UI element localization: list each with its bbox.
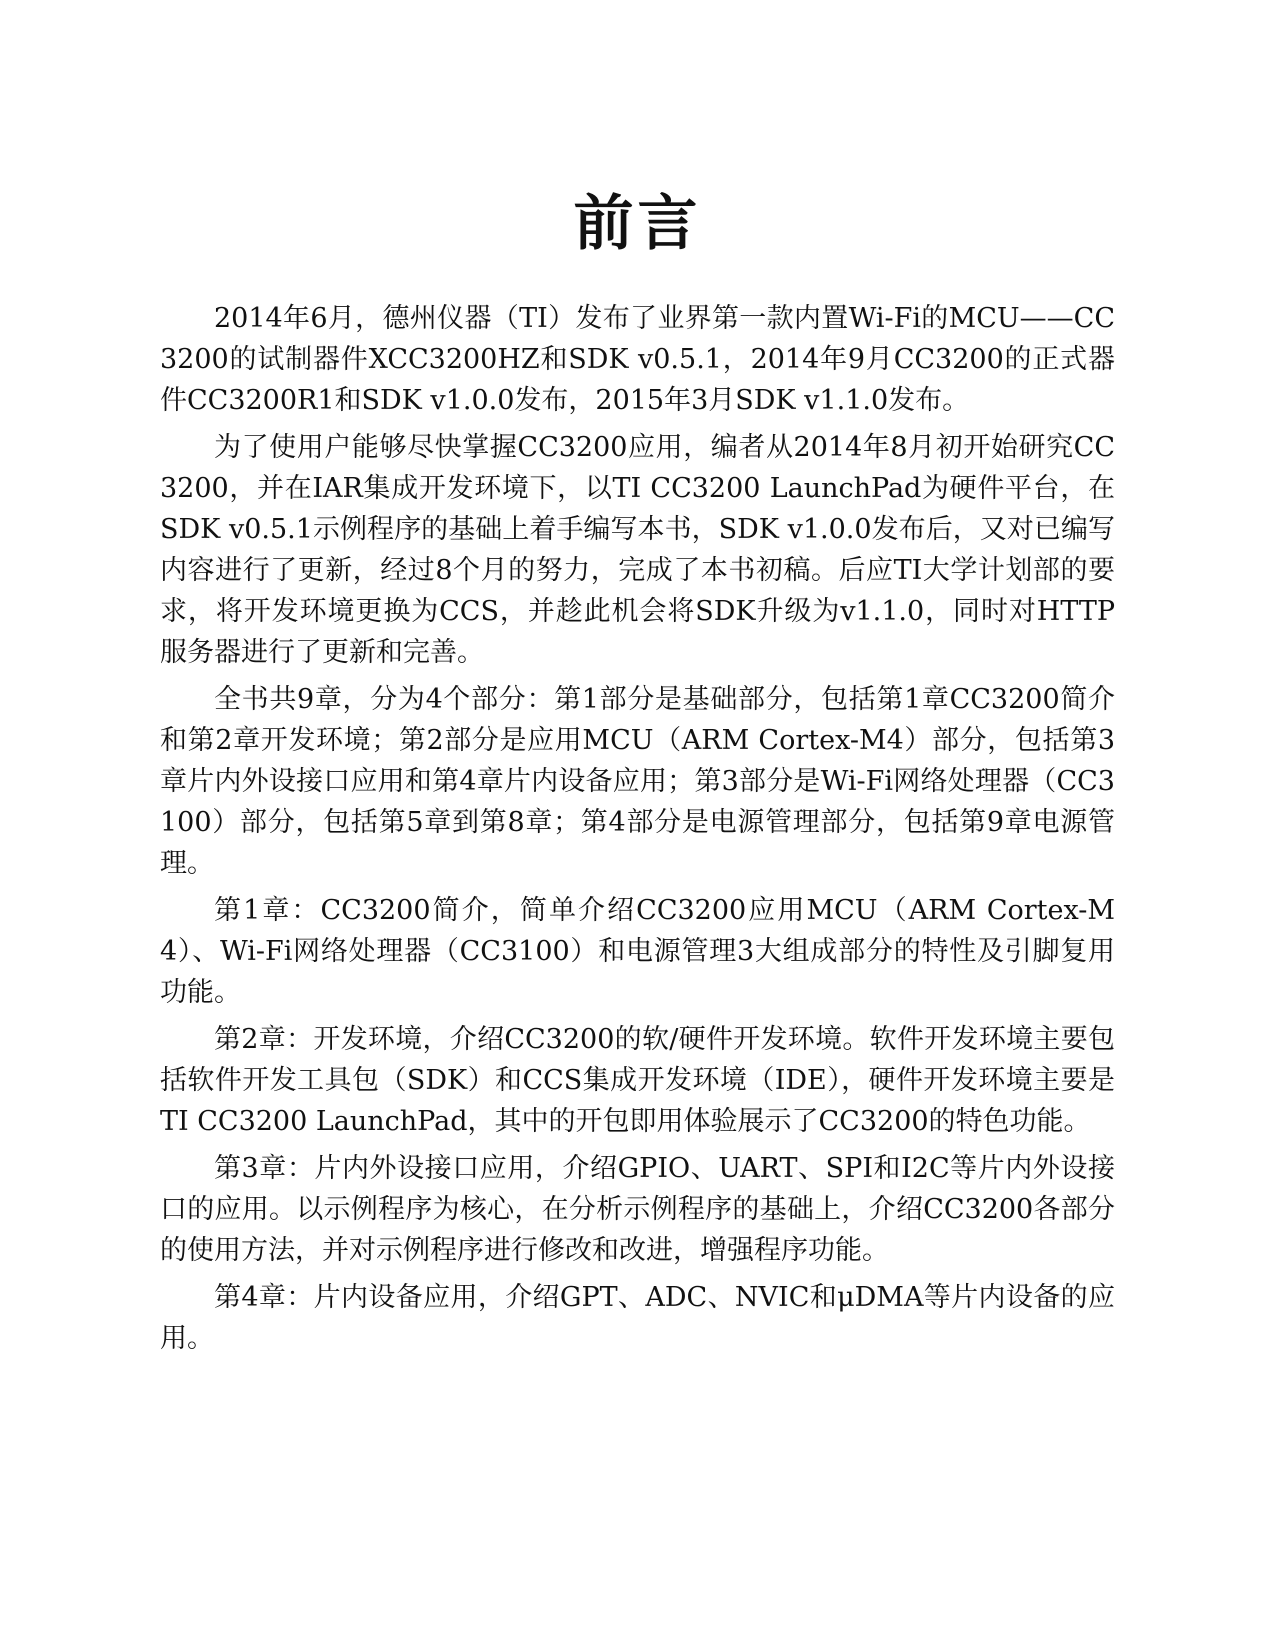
paragraph-7: 第4章：片内设备应用，介绍GPT、ADC、NVIC和μDMA等片内设备的应用。 xyxy=(160,1282,1115,1354)
paragraph-4: 第1章：CC3200简介，简单介绍CC3200应用MCU（ARM Cortex-M4）、Wi-Fi网络处理器（CC3100）和电源管理3大组成部分的特性及引脚复用功能。 xyxy=(160,895,1115,1008)
body-text xyxy=(160,298,1115,1365)
paragraph-5: 第2章：开发环境，介绍CC3200的软/硬件开发环境。软件开发环境主要包括软件开发工具包（SDK）和CCS集成开发环境（IDE），硬件开发环境主要是TI CC3200 LaunchPad，其中的开包即用体验展示了CC3200的特色功能。 xyxy=(160,1024,1115,1137)
paragraph-2: 为了使用户能够尽快掌握CC3200应用，编者从2014年8月初开始研究CC3200，并在IAR集成开发环境下，以TI CC3200 LaunchPad为硬件平台，在SDK v0.5.1示例程序的基础上着手编写本书，SDK v1.0.0发布后，又对已编写内容进行了更新，经过8个月的努力，完成了本书初稿。后应TI大学计划部的要求，将开发环境更换为CCS，并趁此机会将SDK升级为v1.1.0，同时对HTTP服务器进行了更新和完善。 xyxy=(160,432,1115,668)
paragraph-3: 全书共9章，分为4个部分：第1部分是基础部分，包括第1章CC3200简介和第2章开发环境；第2部分是应用MCU（ARM Cortex-M4）部分，包括第3章片内外设接口应用和第4章片内设备应用；第3部分是Wi-Fi网络处理器（CC3100）部分，包括第5章到第8章；第4部分是电源管理部分，包括第9章电源管理。 xyxy=(160,684,1115,879)
paragraph-1: 2014年6月，德州仪器（TI）发布了业界第一款内置Wi-Fi的MCU——CC3200的试制器件XCC3200HZ和SDK v0.5.1，2014年9月CC3200的正式器件CC3200R1和SDK v1.0.0发布，2015年3月SDK v1.1.0发布。 xyxy=(160,303,1115,416)
paragraph-6: 第3章：片内外设接口应用，介绍GPIO、UART、SPI和I2C等片内外设接口的应用。以示例程序为核心，在分析示例程序的基础上，介绍CC3200各部分的使用方法，并对示例程序进行修改和改进，增强程序功能。 xyxy=(160,1153,1115,1266)
page-title: 前言 xyxy=(573,189,702,259)
